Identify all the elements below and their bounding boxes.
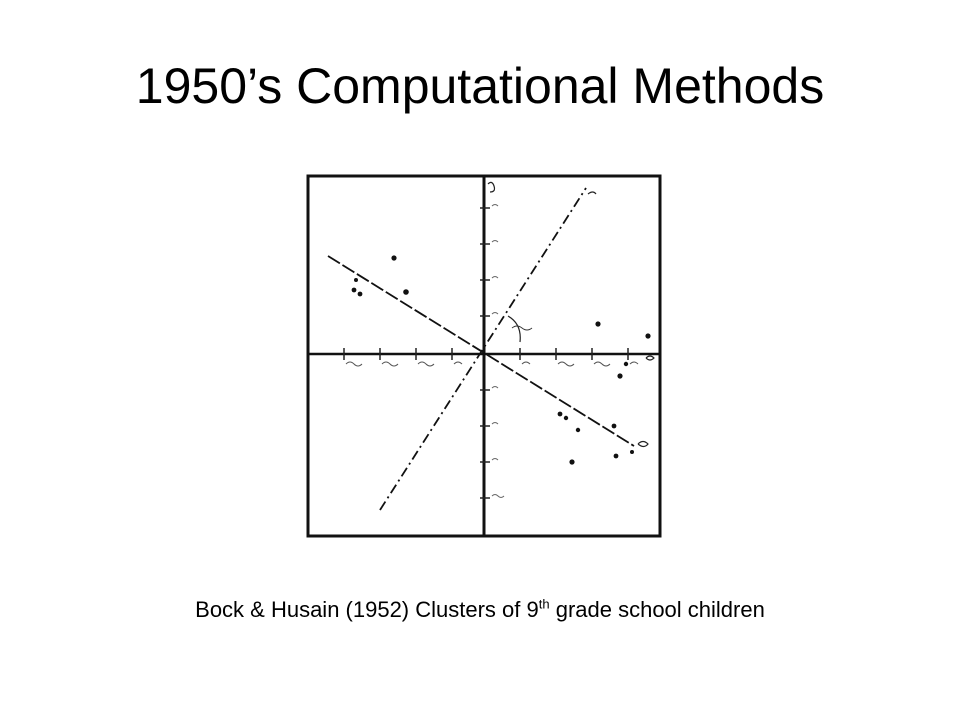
angle-arc xyxy=(508,316,520,342)
caption-superscript: th xyxy=(538,596,550,612)
figure-caption xyxy=(0,596,960,624)
rotated-axis-shallow xyxy=(328,256,634,446)
scanned-plot xyxy=(296,168,668,544)
caption-text-end: grade school children xyxy=(549,597,765,622)
axis-end-mark-top xyxy=(488,182,495,192)
axis-end-mark-shallow xyxy=(638,442,648,447)
axis-end-mark-steep xyxy=(588,192,596,194)
data-points xyxy=(352,255,651,464)
caption-text: Bock & Husain (1952) Clusters of 9 xyxy=(195,597,539,622)
axis-end-mark-right xyxy=(646,356,654,360)
scanned-plot-figure xyxy=(296,168,668,544)
slide-title: 1950’s Computational Methods xyxy=(135,58,825,114)
horizontal-axis-scribbles xyxy=(346,362,638,366)
angle-scribble xyxy=(512,326,532,330)
vertical-axis-scribbles xyxy=(492,205,504,498)
